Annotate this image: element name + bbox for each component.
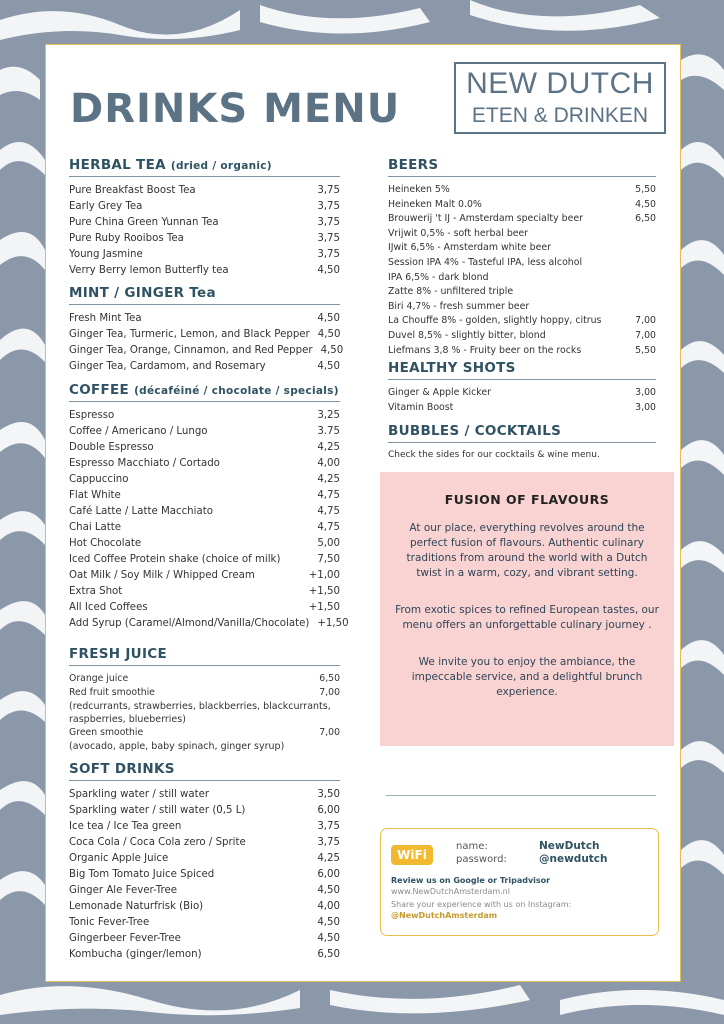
item-name: Ginger Ale Fever-Tree — [69, 885, 178, 896]
item-price: 4,25 — [317, 442, 340, 453]
wifi-password-value: @newdutch — [539, 853, 608, 865]
list-item — [69, 408, 340, 424]
item-price: 3,00 — [635, 401, 656, 413]
left-column — [69, 157, 349, 963]
item-name: Extra Shot — [69, 586, 123, 597]
item-name: Chai Latte — [69, 522, 122, 533]
wifi-name-value: NewDutch — [539, 840, 600, 852]
item-name: Heineken Malt 0.0% — [388, 198, 482, 210]
list-item — [69, 915, 340, 931]
menu-page — [45, 44, 681, 982]
item-name: Lemonade Naturfrisk (Bio) — [69, 901, 204, 912]
item-name: IPA 6,5% - dark blond — [388, 271, 489, 283]
item-name: All Iced Coffees — [69, 602, 148, 613]
fusion-info-box — [380, 472, 674, 746]
list-item — [388, 314, 656, 329]
item-name: Oat Milk / Soy Milk / Whipped Cream — [69, 570, 255, 581]
item-name: La Chouffe 8% - golden, slightly hoppy, citrus — [388, 315, 602, 327]
item-name: Ginger Tea, Cardamom, and Rosemary — [69, 361, 266, 372]
item-price: 3,75 — [317, 837, 340, 848]
item-price: 4,50 — [317, 885, 340, 896]
item-price: 4,75 — [317, 506, 340, 517]
item-price: +1,00 — [308, 570, 340, 581]
list-item — [69, 199, 340, 215]
item-price: 4,50 — [317, 933, 340, 944]
item-name: Verry Berry lemon Butterfly tea — [69, 265, 229, 276]
list-item — [69, 803, 340, 819]
item-price: 4,50 — [317, 313, 340, 324]
section-heading-healthy-shots: HEALTHY SHOTS — [388, 360, 656, 380]
section-heading-fresh-juice: FRESH JUICE — [69, 646, 340, 666]
list-item — [69, 359, 340, 375]
item-name: Sparkling water / still water (0,5 L) — [69, 805, 246, 816]
item-name: Iced Coffee Protein shake (choice of milk) — [69, 554, 281, 565]
section-heading-coffee: COFFEE (décaféiné / chocolate / specials) — [69, 382, 340, 402]
item-price: 4,50 — [317, 361, 340, 372]
item-name: IJwit 6,5% - Amsterdam white beer — [388, 242, 551, 254]
list-item — [69, 456, 340, 472]
fusion-heading: FUSION OF FLAVOURS — [444, 492, 610, 507]
restaurant-logo — [454, 62, 666, 134]
list-item — [69, 600, 340, 616]
item-name: Pure Ruby Rooibos Tea — [69, 233, 184, 244]
item-name: Coffee / Americano / Lungo — [69, 426, 208, 437]
item-name: Tonic Fever-Tree — [69, 917, 150, 928]
fusion-paragraph-2: From exotic spices to refined European tastes, our menu offers an unforgettable culinary journey . — [395, 604, 659, 631]
list-item — [388, 227, 656, 242]
item-name: Hot Chocolate — [69, 538, 142, 549]
website-link[interactable]: www.NewDutchAmsterdam.nl — [391, 887, 510, 896]
fusion-paragraph-3: We invite you to enjoy the ambiance, the impeccable service, and a delightful brunch experience. — [411, 656, 643, 698]
item-price: 4,75 — [317, 490, 340, 501]
list-item — [69, 311, 340, 327]
soft-drinks-list — [69, 787, 340, 963]
divider — [386, 795, 656, 796]
wifi-name-label: name: — [456, 841, 488, 852]
item-name: Fresh Mint Tea — [69, 313, 142, 324]
fresh-juice-list — [69, 672, 340, 753]
beers-list — [388, 183, 656, 358]
list-item — [69, 931, 340, 947]
list-item — [388, 241, 656, 256]
item-name: Kombucha (ginger/lemon) — [69, 949, 202, 960]
item-name: Session IPA 4% - Tasteful IPA, less alcohol — [388, 256, 583, 268]
item-name: Coca Cola / Coca Cola zero / Sprite — [69, 837, 246, 848]
wifi-icon: WiFi — [391, 845, 433, 865]
page-title: DRINKS MENU — [70, 86, 401, 132]
list-item — [69, 536, 340, 552]
item-price: 4,25 — [317, 474, 340, 485]
item-name: Espresso — [69, 410, 115, 421]
item-name: Pure Breakfast Boost Tea — [69, 185, 196, 196]
item-price: 3,50 — [317, 789, 340, 800]
list-item — [69, 472, 340, 488]
item-note: (redcurrants, strawberries, blackberries, blackcurrants, raspberries, blueberries) — [69, 701, 331, 725]
list-item — [69, 263, 340, 279]
review-text: Review us on Google or Tripadvisor — [391, 876, 551, 885]
item-price: 3,75 — [317, 233, 340, 244]
list-item — [388, 344, 656, 359]
instagram-share-text: Share your experience with us on Instagram: — [391, 900, 572, 909]
item-name: Espresso Macchiato / Cortado — [69, 458, 220, 469]
list-item — [69, 327, 340, 343]
list-item — [69, 552, 340, 568]
item-price: 6,00 — [317, 869, 340, 880]
item-name: Café Latte / Latte Macchiato — [69, 506, 213, 517]
item-name: Young Jasmine — [69, 249, 143, 260]
section-heading-herbal-tea: HERBAL TEA (dried / organic) — [69, 157, 340, 177]
list-item: Red fruit smoothie 7,00 — [69, 687, 340, 698]
list-item — [69, 440, 340, 456]
list-item — [69, 504, 340, 520]
item-name: Flat White — [69, 490, 121, 501]
item-price: 4,50 — [317, 329, 341, 340]
list-item — [69, 247, 340, 263]
list-item — [388, 212, 656, 227]
list-item — [69, 488, 340, 504]
item-price: 3,75 — [317, 249, 340, 260]
list-item — [69, 568, 340, 584]
item-price: 3,75 — [317, 217, 340, 228]
item-name: Gingerbeer Fever-Tree — [69, 933, 181, 944]
list-item — [69, 867, 340, 883]
item-name: Organic Apple Juice — [69, 853, 169, 864]
item-price: 4,50 — [317, 917, 340, 928]
coffee-list — [69, 408, 349, 632]
section-heading-mint-ginger: MINT / GINGER Tea — [69, 285, 340, 305]
item-price: 4,50 — [635, 198, 656, 210]
item-name: Big Tom Tomato Juice Spiced — [69, 869, 215, 880]
item-price: 3,75 — [317, 201, 340, 212]
wifi-info-card — [380, 828, 659, 936]
logo-line-2: ETEN & DRINKEN — [471, 104, 649, 127]
item-price: 6,50 — [635, 213, 656, 225]
item-price: 5,00 — [317, 538, 340, 549]
item-name: Zatte 8% - unfiltered triple — [388, 286, 514, 298]
item-price: 3,00 — [635, 387, 656, 399]
item-price: 3.75 — [317, 426, 340, 437]
item-price: +1,50 — [308, 602, 340, 613]
item-name: Sparkling water / still water — [69, 789, 210, 800]
item-name: Cappuccino — [69, 474, 129, 485]
list-item — [69, 584, 340, 600]
item-price: 4,25 — [317, 853, 340, 864]
list-item — [69, 851, 340, 867]
list-item — [69, 424, 340, 440]
list-item — [388, 329, 656, 344]
fusion-paragraph-1: At our place, everything revolves around the perfect fusion of flavours. Authentic culinary traditions from around the world with a Dutch twist in a warm, cozy, and vibrant setting. — [406, 522, 648, 579]
mint-ginger-list — [69, 311, 344, 375]
item-name: Ginger Tea, Turmeric, Lemon, and Black Pepper — [69, 329, 310, 340]
list-item — [69, 947, 340, 963]
item-name: Vitamin Boost — [388, 401, 454, 413]
list-item — [69, 787, 340, 803]
item-price: 5,50 — [635, 344, 656, 356]
bubbles-note: Check the sides for our cocktails & wine menu. — [388, 450, 600, 461]
item-name: Liefmans 3,8 % - Fruity beer on the rocks — [388, 344, 582, 356]
item-price: 4,50 — [317, 265, 340, 276]
logo-line-1: NEW DUTCH — [466, 67, 654, 100]
item-name: Vrijwit 0,5% - soft herbal beer — [388, 227, 529, 239]
item-name: Double Espresso — [69, 442, 154, 453]
item-name: Ginger & Apple Kicker — [388, 387, 491, 399]
list-item — [69, 835, 340, 851]
list-item — [69, 616, 349, 632]
list-item — [69, 231, 340, 247]
list-item — [69, 183, 340, 199]
list-item — [388, 300, 656, 315]
item-name: Early Grey Tea — [69, 201, 143, 212]
list-item — [69, 899, 340, 915]
item-price: 4,00 — [317, 901, 340, 912]
item-price: 4,50 — [320, 345, 344, 356]
item-name: Ice tea / Ice Tea green — [69, 821, 182, 832]
list-item — [69, 343, 344, 359]
item-name: Duvel 8,5% - slightly bitter, blond — [388, 329, 546, 341]
review-block — [391, 875, 571, 921]
item-price: 4,75 — [317, 522, 340, 533]
item-name: Brouwerij 't IJ - Amsterdam specialty beer — [388, 213, 583, 225]
section-heading-bubbles: BUBBLES / COCKTAILS — [388, 423, 656, 443]
item-price: 6,00 — [317, 805, 340, 816]
item-price: 3,75 — [317, 185, 340, 196]
healthy-shots-list — [388, 386, 656, 415]
list-item — [69, 819, 340, 835]
list-item — [69, 215, 340, 231]
list-item: Orange juice 6,50 — [69, 673, 340, 684]
instagram-handle[interactable]: @NewDutchAmsterdam — [391, 911, 498, 920]
item-price: 7,00 — [635, 315, 656, 327]
section-heading-beers: BEERS — [388, 157, 656, 177]
list-item — [388, 198, 656, 213]
list-item — [388, 285, 656, 300]
list-item: Green smoothie 7,00 — [69, 727, 340, 738]
list-item — [388, 271, 656, 286]
item-price: 7,50 — [317, 554, 340, 565]
list-item — [388, 183, 656, 198]
item-name: Pure China Green Yunnan Tea — [69, 217, 219, 228]
list-item — [388, 256, 656, 271]
list-item — [69, 520, 340, 536]
item-price: 3,75 — [317, 821, 340, 832]
item-name: Biri 4,7% - fresh summer beer — [388, 300, 530, 312]
item-price: 5,50 — [635, 184, 656, 195]
herbal-tea-list — [69, 183, 340, 279]
item-price: 6,50 — [317, 949, 340, 960]
list-item — [388, 401, 656, 416]
wifi-password-label: password: — [456, 854, 507, 865]
item-name: Ginger Tea, Orange, Cinnamon, and Red Pepper — [69, 345, 313, 356]
item-note: (avocado, apple, baby spinach, ginger syrup) — [69, 741, 285, 752]
section-heading-soft-drinks: SOFT DRINKS — [69, 761, 340, 781]
list-item — [388, 386, 656, 401]
right-column — [388, 157, 656, 462]
list-item — [69, 883, 340, 899]
item-price: 3,25 — [317, 410, 340, 421]
item-name: Heineken 5% — [388, 184, 450, 195]
item-price: +1,50 — [308, 586, 340, 597]
item-price: +1,50 — [317, 618, 349, 629]
item-price: 4,00 — [317, 458, 340, 469]
item-name: Add Syrup (Caramel/Almond/Vanilla/Chocolate) — [69, 618, 310, 629]
item-price: 7,00 — [635, 329, 656, 341]
